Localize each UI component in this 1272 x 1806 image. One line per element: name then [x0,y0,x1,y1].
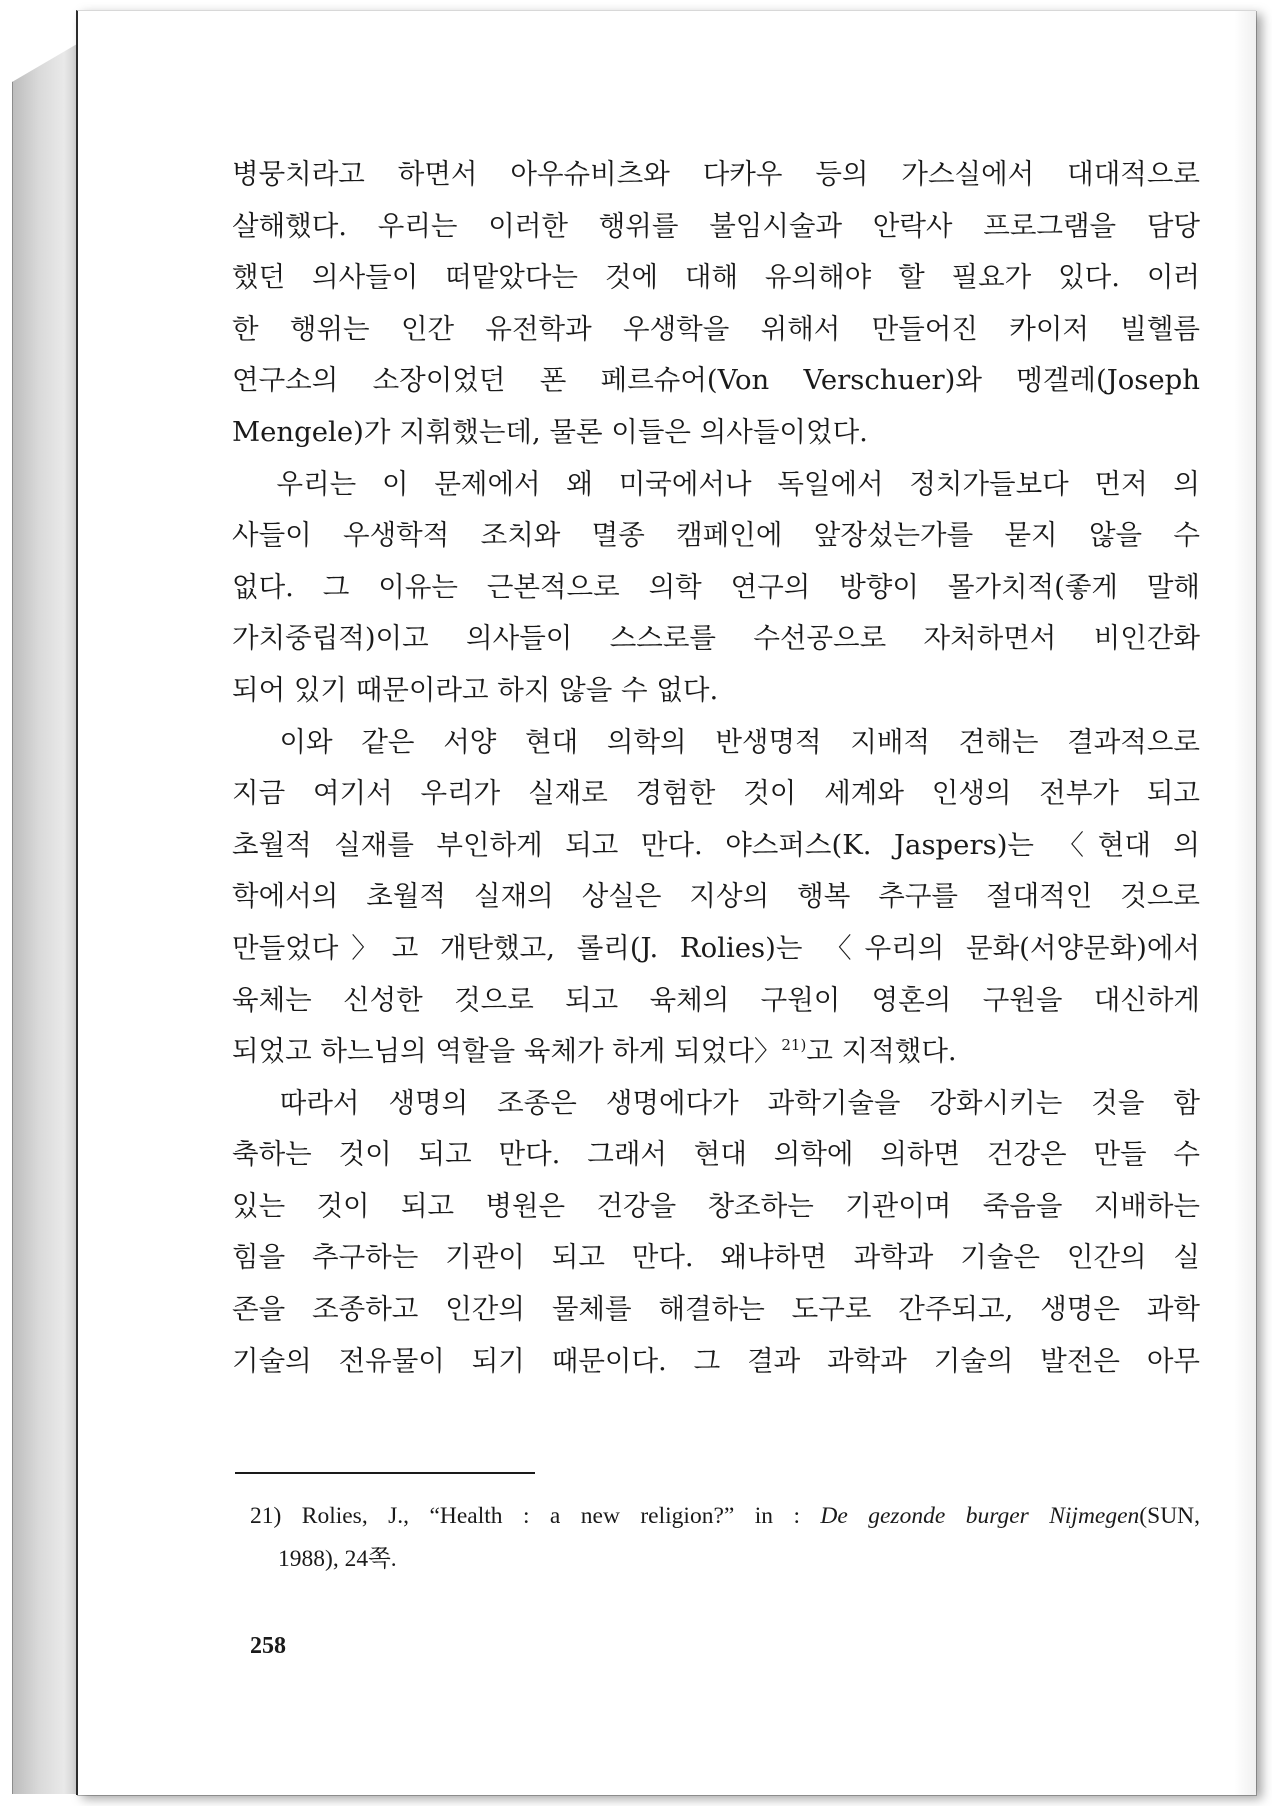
page-number: 258 [250,1633,286,1659]
text-line: 했던 의사들이 떠맡았다는 것에 대해 유의해야 할 필요가 있다. 이러 [232,261,1200,294]
text-line: 있는 것이 되고 병원은 건강을 창조하는 기관이며 죽음을 지배하는 [232,1189,1200,1222]
text-line: 연구소의 소장이었던 폰 페르슈어(Von Verschuer)와 멩겔레(Joseph [232,364,1200,397]
footnote-title: De gezonde burger Nijmegen [820,1503,1140,1529]
text-line-with-footnote-ref [232,1026,1200,1078]
book-page [76,10,1256,1795]
footnote [250,1495,1200,1581]
footnote-continuation: 1988), 24쪽. [278,1546,397,1572]
text-line: 우리는 이 문제에서 왜 미국에서나 독일에서 정치가들보다 먼저 의 [232,467,1200,500]
text-line: 기술의 전유물이 되기 때문이다. 그 결과 과학과 기술의 발전은 아무 [232,1344,1200,1377]
footnote-line [250,1495,1200,1538]
text-line: Mengele)가 지휘했는데, 물론 이들은 의사들이었다. [232,415,868,448]
text-line: 초월적 실재를 부인하게 되고 만다. 야스퍼스(K. Jaspers)는 〈현대 의 [232,828,1200,861]
text-line: 없다. 그 이유는 근본적으로 의학 연구의 방향이 몰가치적(좋게 말해 [232,570,1200,603]
footnote-reference[interactable]: 21) [781,1035,807,1054]
footnote-author: Rolies, J., “Health : a new religion?” in : [301,1503,821,1529]
page-shadow [1234,11,1256,1795]
footnote-number: 21) [250,1503,282,1529]
book-page-edges [12,44,77,1794]
text-line: 힘을 추구하는 기관이 되고 만다. 왜냐하면 과학과 기술은 인간의 실 [232,1241,1200,1274]
text-line: 존을 조종하고 인간의 물체를 해결하는 도구로 간주되고, 생명은 과학 [232,1293,1200,1326]
text-line: 축하는 것이 되고 만다. 그래서 현대 의학에 의하면 건강은 만들 수 [232,1138,1200,1171]
text-line: 병뭉치라고 하면서 아우슈비츠와 다카우 등의 가스실에서 대대적으로 [232,158,1200,190]
text-line: 가치중립적)이고 의사들이 스스로를 수선공으로 자처하면서 비인간화 [232,622,1200,655]
text-line: 한 행위는 인간 유전학과 우생학을 위해서 만들어진 카이저 빌헬름 [232,312,1200,345]
text-line: 사들이 우생학적 조치와 멸종 캠페인에 앞장섰는가를 묻지 않을 수 [232,519,1200,552]
footnote-divider [235,1472,535,1474]
text-line-tail: 고 지적했다. [806,1035,957,1068]
text-line: 따라서 생명의 조종은 생명에다가 과학기술을 강화시키는 것을 함 [232,1086,1200,1119]
text-line: 지금 여기서 우리가 실재로 경험한 것이 세계와 인생의 전부가 되고 [232,777,1200,810]
text-line: 되어 있기 때문이라고 하지 않을 수 없다. [232,673,719,706]
text-line: 이와 같은 서양 현대 의학의 반생명적 지배적 견해는 결과적으로 [232,725,1200,758]
text-line-start: 되었고 하느님의 역할을 육체가 하게 되었다〉 [232,1035,782,1068]
footnote-publisher: (SUN, [1139,1503,1200,1529]
body-text [232,149,1200,1387]
text-line: 살해했다. 우리는 이러한 행위를 불임시술과 안락사 프로그램을 담당 [232,209,1200,242]
text-line: 학에서의 초월적 실재의 상실은 지상의 행복 추구를 절대적인 것으로 [232,880,1200,913]
text-line: 만들었다〉고 개탄했고, 롤리(J. Rolies)는 〈우리의 문화(서양문화)에서 [232,931,1200,964]
text-line: 육체는 신성한 것으로 되고 육체의 구원이 영혼의 구원을 대신하게 [232,983,1200,1016]
